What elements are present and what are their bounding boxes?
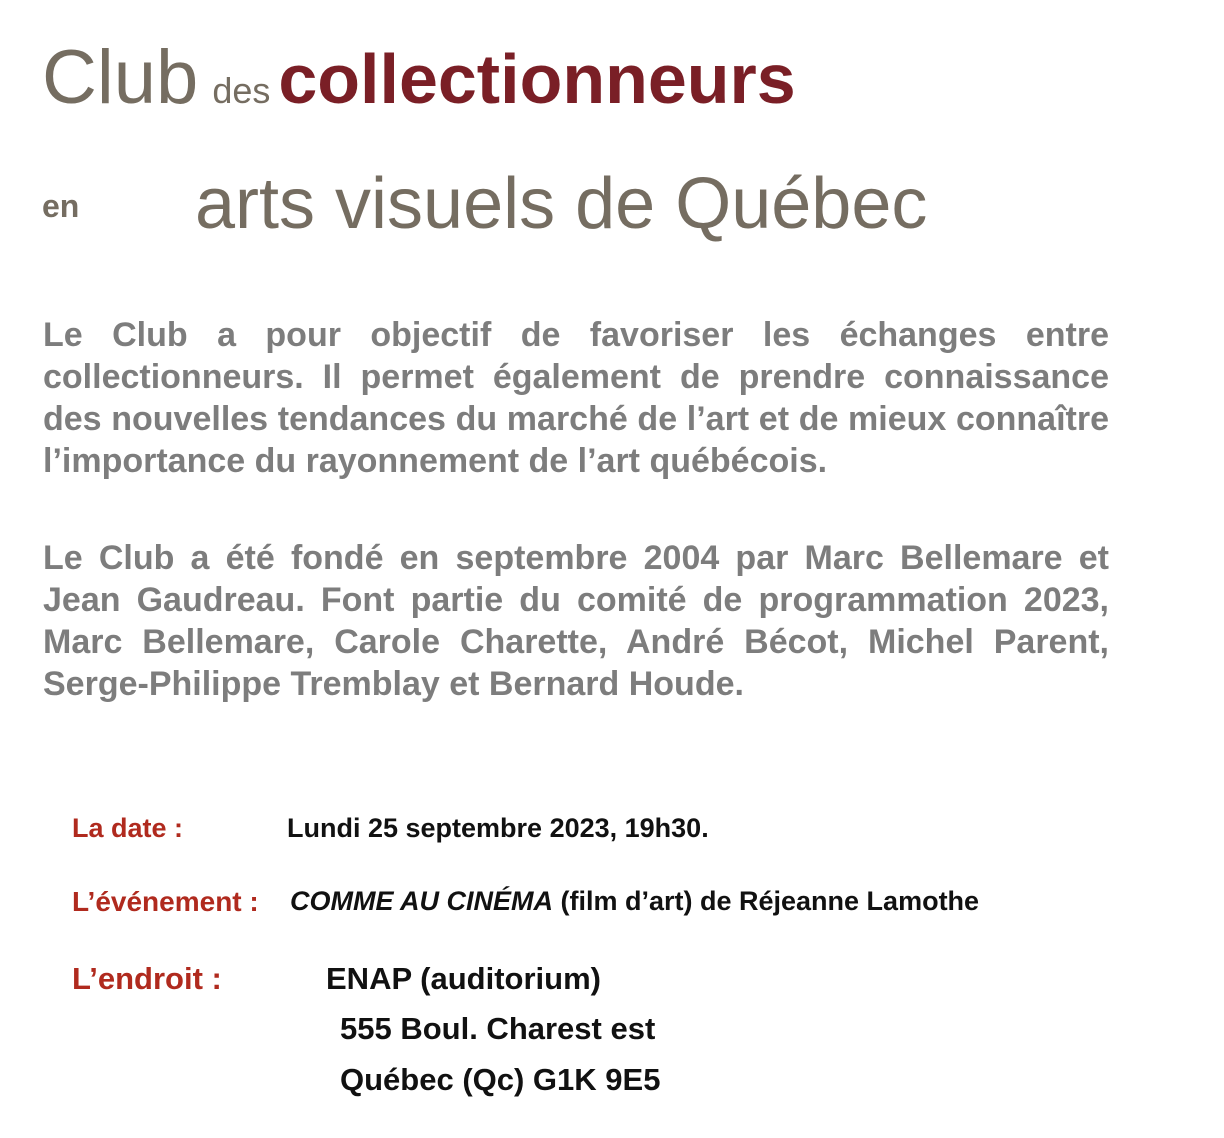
title-en: en bbox=[42, 188, 80, 224]
paragraph-foundation: Le Club a été fondé en septembre 2004 par Marc Bellemare et Jean Gaudreau. Font partie du comité de programmation 2023, Marc Bellemare, Carole Charette, André Bécot, Michel Parent, Serge-Philippe Tremblay et Bernard Houde. bbox=[43, 539, 1109, 703]
date-value: Lundi 25 septembre 2023, 19h30. bbox=[287, 813, 709, 843]
title-des: des bbox=[212, 70, 271, 111]
place-label: L’endroit : bbox=[72, 961, 222, 996]
place-street: 555 Boul. Charest est bbox=[340, 1011, 656, 1046]
title-line-1 bbox=[42, 35, 796, 120]
title-club: Club bbox=[42, 35, 199, 120]
title-subtitle: arts visuels de Québec bbox=[195, 164, 928, 244]
event-title: COMME AU CINÉMA bbox=[290, 886, 553, 916]
event-description: (film d’art) de Réjeanne Lamothe bbox=[553, 886, 980, 916]
place-venue: ENAP (auditorium) bbox=[326, 961, 601, 996]
paragraph-objective: Le Club a pour objectif de favoriser les échanges entre collectionneurs. Il permet également de prendre connaissance des nouvelles tendances du marché de l’art et de mieux connaître l’importance du rayonnement de l’art québécois. bbox=[43, 316, 1109, 480]
place-city: Québec (Qc) G1K 9E5 bbox=[340, 1062, 661, 1097]
event-value bbox=[290, 888, 979, 915]
date-label: La date : bbox=[72, 813, 184, 843]
event-label: L’événement : bbox=[72, 886, 259, 917]
title-collectionneurs: collectionneurs bbox=[278, 40, 796, 118]
